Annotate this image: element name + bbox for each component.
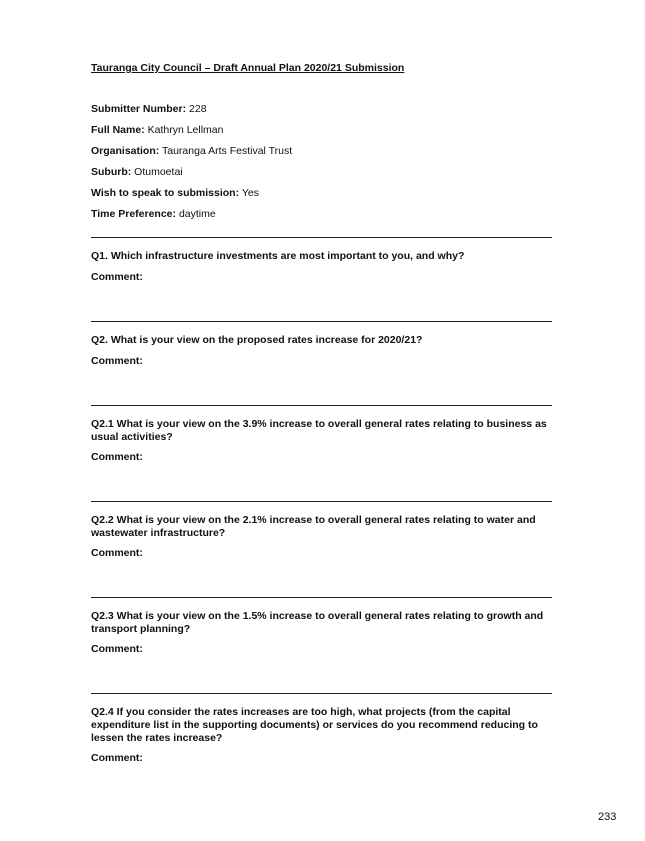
divider xyxy=(91,597,552,598)
divider xyxy=(91,693,552,694)
question-q2-3: Q2.3 What is your view on the 1.5% increase to overall general rates relating to growth and transport planning? xyxy=(91,610,544,635)
organisation-value: Tauranga Arts Festival Trust xyxy=(162,145,293,157)
question-q1: Q1. Which infrastructure investments are most important to you, and why? xyxy=(91,250,465,262)
full-name-value: Kathryn Lellman xyxy=(147,124,224,136)
comment-label: Comment: xyxy=(91,355,143,367)
suburb-label: Suburb: xyxy=(91,166,132,178)
submitter-number-value: 228 xyxy=(189,103,207,115)
time-preference-label: Time Preference: xyxy=(91,208,177,220)
comment-label: Comment: xyxy=(91,271,143,283)
question-q2: Q2. What is your view on the proposed rates increase for 2020/21? xyxy=(91,334,423,346)
time-preference xyxy=(91,208,216,220)
wish-to-speak xyxy=(91,187,259,199)
full-name xyxy=(91,124,223,136)
organisation-label: Organisation: xyxy=(91,145,160,157)
suburb-value: Otumoetai xyxy=(134,166,183,178)
wish-to-speak-value: Yes xyxy=(241,187,259,199)
comment-label: Comment: xyxy=(91,643,143,655)
question-q2-1: Q2.1 What is your view on the 3.9% increase to overall general rates relating to business as usual activities? xyxy=(91,418,547,443)
question-q2-4: Q2.4 If you consider the rates increases are too high, what projects (from the capital expenditure list in the supporting documents) or services do you recommend reducing to lessen the rates increase? xyxy=(91,706,538,744)
submitter-number-label: Submitter Number: xyxy=(91,103,187,115)
question-q2-2: Q2.2 What is your view on the 2.1% increase to overall general rates relating to water and wastewater infrastructure? xyxy=(91,514,536,539)
comment-label: Comment: xyxy=(91,547,143,559)
wish-to-speak-label: Wish to speak to submission: xyxy=(91,187,240,199)
time-preference-value: daytime xyxy=(178,208,216,220)
divider xyxy=(91,501,552,502)
document-title: Tauranga City Council – Draft Annual Plan 2020/21 Submission xyxy=(91,62,405,74)
page-number: 233 xyxy=(598,811,617,823)
organisation xyxy=(91,145,292,157)
comment-label: Comment: xyxy=(91,752,143,764)
comment-label: Comment: xyxy=(91,451,143,463)
suburb xyxy=(91,166,183,178)
full-name-label: Full Name: xyxy=(91,124,145,136)
divider xyxy=(91,405,552,406)
divider xyxy=(91,321,552,322)
divider xyxy=(91,237,552,238)
submitter-number xyxy=(91,103,207,115)
